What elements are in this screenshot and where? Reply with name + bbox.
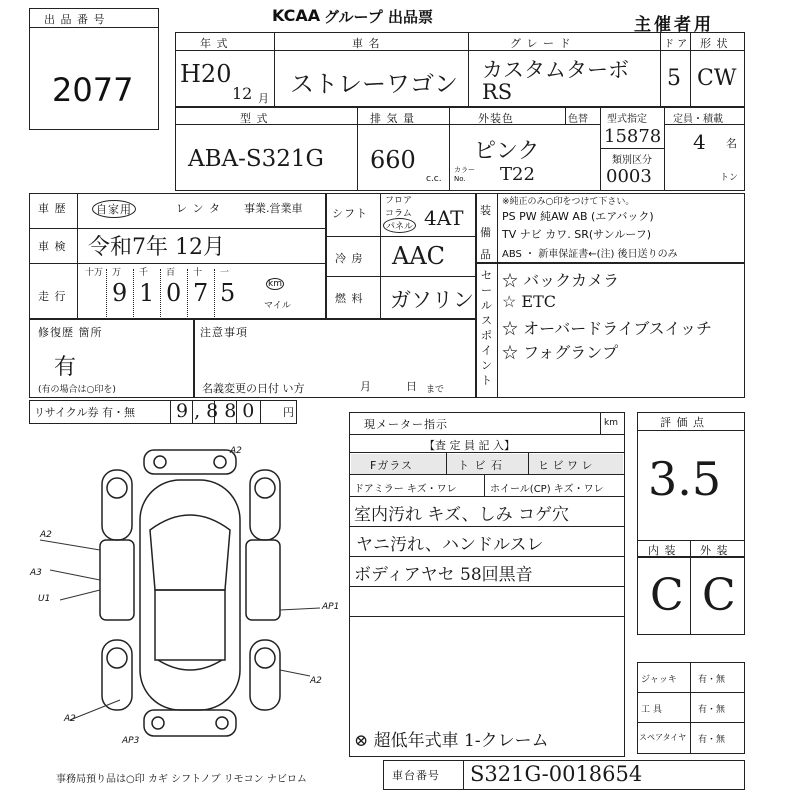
inspector-note-3: ボディアヤセ 58回黒音 <box>354 565 533 585</box>
organizer-label: 主催者用 <box>634 15 714 35</box>
footer-note: 事務局預り品は○印 カギ シフトノブ リモコン ナビロム <box>56 774 307 785</box>
shift-panel-circled: パネル <box>383 218 416 233</box>
model-month: 12 <box>232 84 253 103</box>
lot-number-box <box>29 8 159 130</box>
type-spec-number: 15878 <box>604 126 662 147</box>
fuel-value: ガソリン <box>390 288 474 312</box>
body-shape: CW <box>697 66 737 91</box>
model-type: ABA-S321G <box>188 146 324 172</box>
color-number: T22 <box>500 164 535 185</box>
mileage-unit-label: 十万 <box>85 268 104 278</box>
brand-logo: KCAA <box>272 6 321 25</box>
interior-grade: C <box>650 570 684 621</box>
inspection-date: 令和7年 12月 <box>88 235 225 260</box>
inspector-footer: ⊗ 超低年式車 1-クレーム <box>354 731 549 751</box>
chassis-number: S321G-0018654 <box>470 762 643 786</box>
shift-value: 4AT <box>424 206 464 230</box>
mileage-digit: 0 <box>166 279 182 307</box>
recycle-amount: 9,880 <box>176 400 261 422</box>
repair-value: 有 <box>54 355 77 380</box>
equipment-line1: PS PW 純AW AB (エアバック) <box>502 210 654 223</box>
grade-line2: RS <box>482 80 513 104</box>
equipment-line2: TV ナビ カワ. SR(サンルーフ) <box>502 228 652 241</box>
mileage-unit-label: 十 <box>193 268 203 278</box>
capacity: 4 <box>693 130 706 154</box>
displacement: 660 <box>370 146 416 174</box>
mileage-unit-label: 一 <box>220 268 230 278</box>
lot-number-label: 出 品 番 号 <box>44 13 106 26</box>
sheet-title: グループ 出品票 <box>324 8 434 26</box>
mileage-digit: 7 <box>193 279 209 307</box>
mileage-unit-label: 千 <box>139 268 149 278</box>
lot-number: 2077 <box>52 71 134 109</box>
grade-score: 3.5 <box>648 452 722 506</box>
history-private-circled: 自家用 <box>92 200 136 218</box>
mileage-unit-label: 百 <box>166 268 176 278</box>
equipment-line3: ABS ・ 新車保証書←(注) 後日送りのみ <box>502 249 678 260</box>
exterior-grade: C <box>702 570 736 621</box>
ac-value: AAC <box>392 242 446 270</box>
mileage-digit: 9 <box>112 279 128 307</box>
category-number: 0003 <box>606 166 652 187</box>
model-name: ストレーワゴン <box>290 70 458 98</box>
doors: 5 <box>667 66 681 91</box>
mileage-unit-label: 万 <box>112 268 122 278</box>
car-damage-diagram <box>40 440 340 760</box>
inspector-note-1: 室内汚れ キズ、しみ コゲ穴 <box>354 505 569 525</box>
grade-line1: カスタムターボ <box>482 58 629 82</box>
mileage-km-circled: km <box>268 279 282 289</box>
mileage-digit: 5 <box>220 279 236 307</box>
exterior-color: ピンク <box>474 139 540 164</box>
mileage-digit: 1 <box>139 279 155 307</box>
inspector-note-2: ヤニ汚れ、ハンドルスレ <box>356 535 544 555</box>
model-year: H20 <box>180 60 232 88</box>
